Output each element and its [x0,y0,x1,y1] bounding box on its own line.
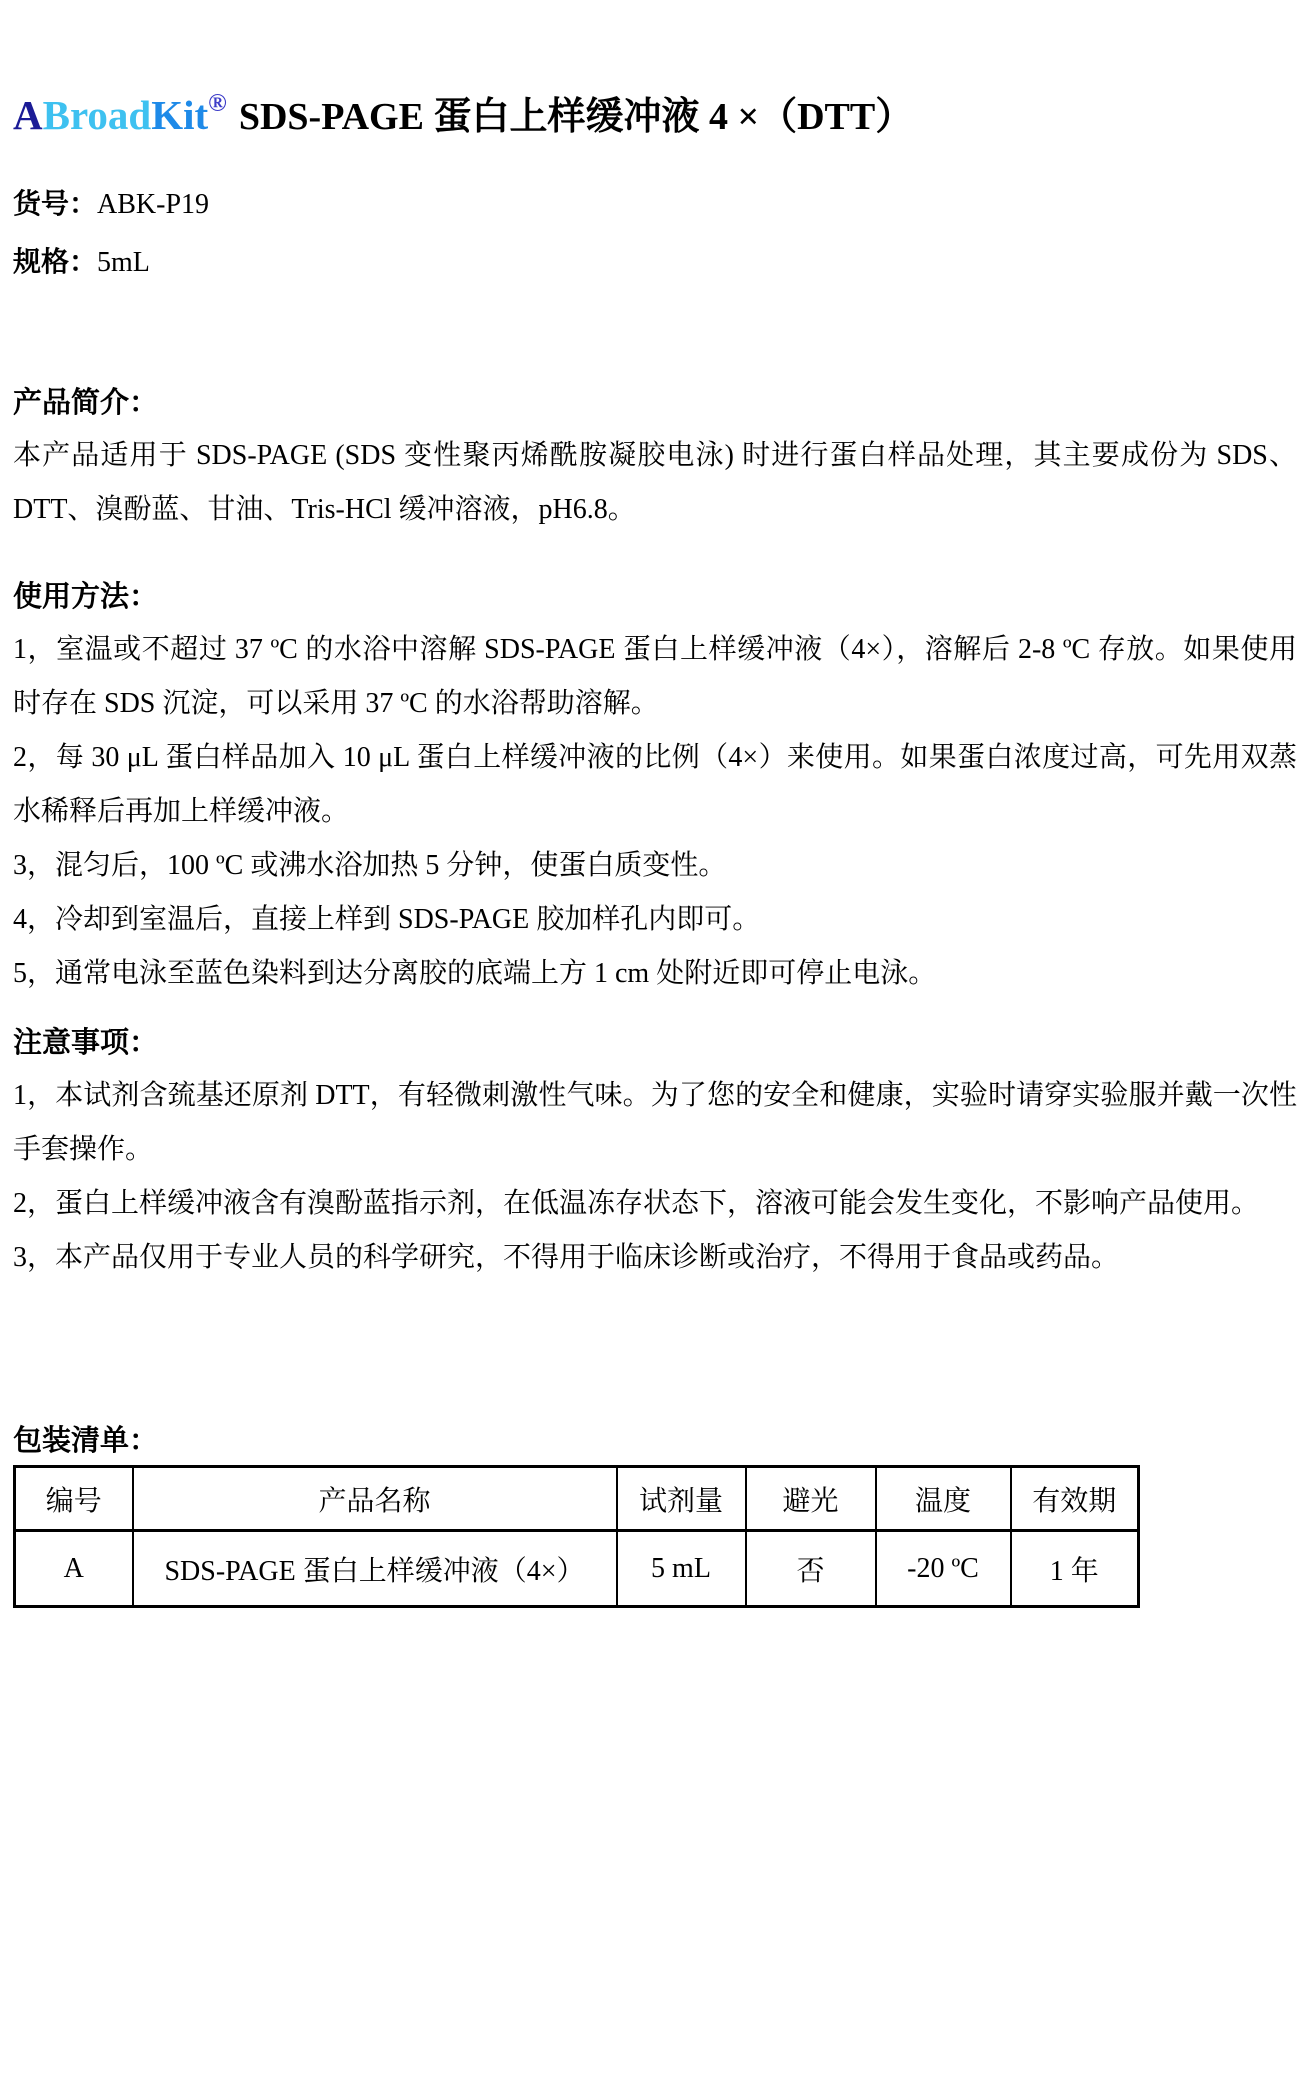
brand-logo [13,92,227,138]
product-title-text: SDS-PAGE 蛋白上样缓冲液 4 ×（DTT） [238,96,914,138]
specification-label: 规格： [13,246,98,278]
brand-word-kit: Kit [151,92,209,138]
table-row [15,1531,1139,1607]
note-item-3: 3，本产品仅用于专业人员的科学研究，不得用于临床诊断或治疗，不得用于食品或药品。 [13,1242,1120,1274]
cell-light-protection: 否 [746,1531,876,1607]
section-heading-notes: 注意事项： [13,1027,159,1060]
column-header-temperature: 温度 [876,1467,1011,1531]
usage-step-4: 4，冷却到室温后，直接上样到 SDS-PAGE 胶加样孔内即可。 [13,904,761,936]
page-title [13,88,1297,142]
column-header-light-protection: 避光 [746,1467,876,1531]
usage-step-2: 2，每 30 μL 蛋白样品加入 10 μL 蛋白上样缓冲液的比例（4×）来使用。如果蛋白浓度过高，可先用双蒸水稀释后再加上样缓冲液。 [13,742,1297,828]
section-heading-intro: 产品简介： [13,387,159,420]
column-header-product-name: 产品名称 [133,1467,617,1531]
section-body-notes [13,1069,1297,1285]
usage-step-5: 5，通常电泳至蓝色染料到达分离胶的底端上方 1 cm 处附近即可停止电泳。 [13,958,937,990]
section-body-usage [13,623,1297,1001]
cell-id: A [15,1531,133,1607]
specification-row [13,244,1297,281]
brand-word-broad: Broad [42,92,152,138]
brand-letter-a: A [13,92,43,138]
catalog-number-value: ABK-P19 [97,189,210,221]
section-body-intro [13,429,1297,537]
note-item-1: 1，本试剂含巯基还原剂 DTT，有轻微刺激性气味。为了您的安全和健康，实验时请穿实验服并戴一次性手套操作。 [13,1080,1297,1166]
section-heading-usage: 使用方法： [13,581,159,614]
intro-paragraph: 本产品适用于 SDS-PAGE (SDS 变性聚丙烯酰胺凝胶电泳) 时进行蛋白样品处理，其主要成份为 SDS、DTT、溴酚蓝、甘油、Tris-HCl 缓冲溶液，pH6.8。 [13,440,1297,526]
cell-shelf-life: 1 年 [1011,1531,1139,1607]
registered-trademark-icon: ® [208,90,227,117]
cell-product-name: SDS-PAGE 蛋白上样缓冲液（4×） [133,1531,617,1607]
catalog-number-label: 货号： [13,188,98,220]
packing-table-header-row [15,1467,1139,1531]
specification-value: 5mL [97,247,150,279]
column-header-shelf-life: 有效期 [1011,1467,1139,1531]
section-heading-packing: 包装清单： [13,1425,159,1458]
column-header-id: 编号 [15,1467,133,1531]
usage-step-3: 3，混匀后，100 ºC 或沸水浴加热 5 分钟，使蛋白质变性。 [13,850,727,882]
cell-temperature: -20 ºC [876,1531,1011,1607]
usage-step-1: 1，室温或不超过 37 ºC 的水浴中溶解 SDS-PAGE 蛋白上样缓冲液（4×），溶解后 2-8 ºC 存放。如果使用时存在 SDS 沉淀，可以采用 37 ºC 的水浴帮助溶解。 [13,634,1297,720]
packing-list-table [13,1465,1140,1608]
datasheet-page [0,88,1311,1608]
column-header-reagent-volume: 试剂量 [617,1467,746,1531]
cell-reagent-volume: 5 mL [617,1531,746,1607]
note-item-2: 2，蛋白上样缓冲液含有溴酚蓝指示剂，在低温冻存状态下，溶液可能会发生变化，不影响产品使用。 [13,1188,1260,1220]
catalog-number-row [13,186,1297,223]
